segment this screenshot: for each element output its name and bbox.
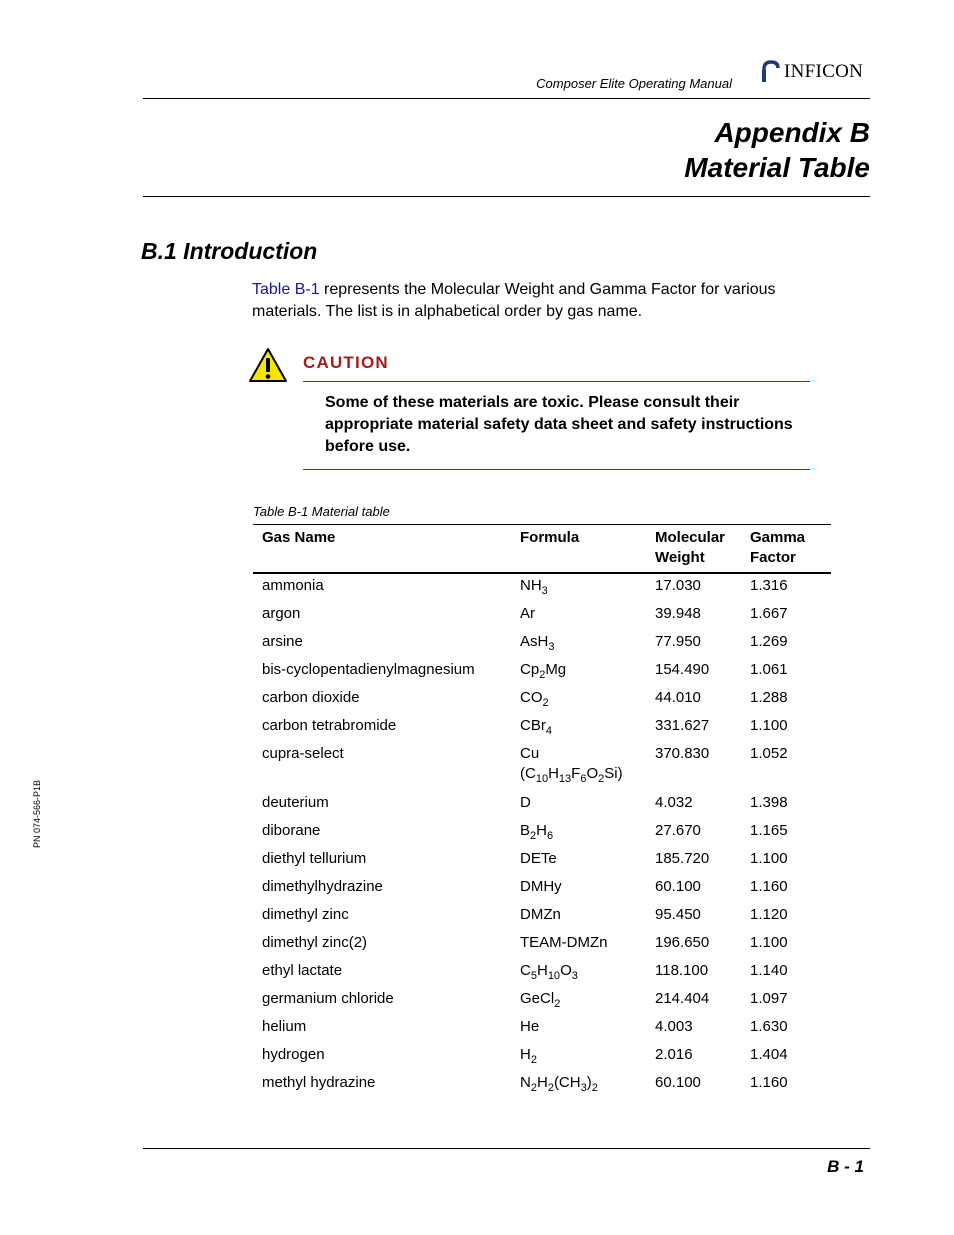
gamma-factor-cell: 1.165 bbox=[750, 822, 788, 839]
manual-title: Composer Elite Operating Manual bbox=[536, 76, 732, 91]
formula-part: H bbox=[536, 822, 547, 839]
gamma-factor-cell: 1.269 bbox=[750, 633, 788, 650]
table-row bbox=[253, 1045, 831, 1073]
table-body bbox=[253, 576, 831, 1101]
formula-part: O bbox=[586, 765, 599, 782]
formula-part: O bbox=[560, 962, 572, 979]
formula-part: D bbox=[520, 794, 531, 811]
gamma-factor-cell: 1.316 bbox=[750, 577, 788, 594]
table-row bbox=[253, 1073, 831, 1101]
gas-name-cell: deuterium bbox=[262, 794, 329, 811]
formula-part: Ar bbox=[520, 605, 535, 622]
formula-cell bbox=[520, 1073, 598, 1093]
gamma-factor-cell: 1.288 bbox=[750, 689, 788, 706]
gamma-factor-cell: 1.061 bbox=[750, 661, 788, 678]
gas-name-cell: ethyl lactate bbox=[262, 962, 343, 979]
formula-part: Cu bbox=[520, 745, 540, 762]
gamma-factor-cell: 1.630 bbox=[750, 1018, 788, 1035]
formula-part: H bbox=[536, 1074, 548, 1091]
formula-cell bbox=[520, 905, 561, 925]
gamma-factor-cell: 1.097 bbox=[750, 990, 788, 1007]
formula-cell bbox=[520, 1017, 539, 1037]
gas-name-cell: carbon dioxide bbox=[262, 689, 360, 706]
formula-cell bbox=[520, 716, 552, 736]
intro-paragraph bbox=[252, 279, 832, 323]
molecular-weight-cell: 4.032 bbox=[655, 794, 693, 811]
formula-subscript: 4 bbox=[545, 725, 552, 737]
formula-cell bbox=[520, 688, 549, 708]
molecular-weight-cell: 17.030 bbox=[655, 577, 701, 594]
table-row bbox=[253, 716, 831, 744]
formula-subscript: 3 bbox=[571, 970, 578, 982]
molecular-weight-cell: 60.100 bbox=[655, 1074, 701, 1091]
formula-part: H bbox=[536, 962, 548, 979]
molecular-weight-cell: 154.490 bbox=[655, 661, 710, 678]
formula-cell bbox=[520, 660, 566, 680]
table-caption: Table B-1 Material table bbox=[253, 504, 390, 519]
formula-subscript: 10 bbox=[547, 970, 561, 982]
table-row bbox=[253, 849, 831, 877]
gamma-factor-cell: 1.404 bbox=[750, 1046, 788, 1063]
molecular-weight-cell: 4.003 bbox=[655, 1018, 693, 1035]
table-row bbox=[253, 961, 831, 989]
formula-cell bbox=[520, 961, 578, 981]
formula-subscript: 2 bbox=[554, 998, 561, 1010]
formula-part: DMZn bbox=[520, 906, 561, 923]
formula-subscript: 6 bbox=[546, 830, 554, 842]
gamma-factor-cell: 1.160 bbox=[750, 878, 788, 895]
formula-subscript: 2 bbox=[530, 1082, 537, 1094]
warning-triangle-icon bbox=[248, 347, 288, 383]
formula-subscript: 13 bbox=[558, 773, 572, 785]
caution-bottom-rule bbox=[303, 469, 810, 470]
formula-cell bbox=[520, 793, 531, 813]
gamma-factor-cell: 1.667 bbox=[750, 605, 788, 622]
table-row bbox=[253, 632, 831, 660]
formula-part: Si) bbox=[604, 765, 623, 782]
table-row bbox=[253, 905, 831, 933]
formula-part: Mg bbox=[545, 661, 567, 678]
table-top-rule bbox=[253, 524, 831, 525]
gas-name-cell: dimethylhydrazine bbox=[262, 878, 383, 895]
molecular-weight-cell: 77.950 bbox=[655, 633, 701, 650]
formula-cell bbox=[520, 604, 535, 624]
molecular-weight-cell: 44.010 bbox=[655, 689, 701, 706]
header-gas-name: Gas Name bbox=[262, 529, 336, 546]
gamma-factor-cell: 1.100 bbox=[750, 934, 788, 951]
gas-name-cell: bis-cyclopentadienylmagnesium bbox=[262, 661, 475, 678]
table-row bbox=[253, 1017, 831, 1045]
header-gamma-factor: Gamma Factor bbox=[750, 529, 806, 566]
table-row bbox=[253, 604, 831, 632]
formula-part: C bbox=[520, 962, 531, 979]
gamma-factor-cell: 1.120 bbox=[750, 906, 788, 923]
formula-subscript: 5 bbox=[530, 970, 537, 982]
formula-subscript: 2 bbox=[542, 697, 549, 709]
gamma-factor-cell: 1.052 bbox=[750, 745, 788, 762]
formula-subscript: 3 bbox=[541, 585, 548, 597]
gas-name-cell: arsine bbox=[262, 633, 303, 650]
logo-mark-icon bbox=[760, 59, 782, 83]
formula-subscript: 10 bbox=[535, 773, 549, 785]
molecular-weight-cell: 331.627 bbox=[655, 717, 710, 734]
logo-text: INFICON bbox=[784, 61, 864, 82]
table-row bbox=[253, 933, 831, 961]
formula-subscript: 2 bbox=[530, 830, 537, 842]
molecular-weight-cell: 196.650 bbox=[655, 934, 710, 951]
formula-part: ) bbox=[586, 1074, 592, 1091]
formula-part: AsH bbox=[520, 633, 549, 650]
chapter-title-line1: Appendix B bbox=[714, 117, 870, 148]
formula-part: NH bbox=[520, 577, 542, 594]
molecular-weight-cell: 95.450 bbox=[655, 906, 701, 923]
footer-divider bbox=[143, 1148, 870, 1149]
gamma-factor-cell: 1.398 bbox=[750, 794, 788, 811]
formula-subscript: 3 bbox=[580, 1082, 587, 1094]
page-number: B - 1 bbox=[827, 1157, 864, 1176]
gas-name-cell: diborane bbox=[262, 822, 321, 839]
header-molecular-weight: Molecular Weight bbox=[655, 529, 726, 566]
inficon-logo bbox=[760, 59, 872, 83]
table-row bbox=[253, 989, 831, 1017]
molecular-weight-cell: 2.016 bbox=[655, 1046, 693, 1063]
formula-part: He bbox=[520, 1018, 540, 1035]
molecular-weight-cell: 118.100 bbox=[655, 962, 709, 979]
formula-subscript: 6 bbox=[580, 773, 587, 785]
gamma-factor-cell: 1.160 bbox=[750, 1074, 788, 1091]
caution-label: CAUTION bbox=[303, 353, 389, 372]
formula-cell bbox=[520, 849, 557, 869]
table-b1-link[interactable]: Table B-1 bbox=[252, 281, 320, 298]
header-formula: Formula bbox=[520, 529, 580, 546]
molecular-weight-cell: 185.720 bbox=[655, 850, 710, 867]
gas-name-cell: hydrogen bbox=[262, 1046, 325, 1063]
formula-part: H bbox=[520, 1046, 531, 1063]
formula-part: B bbox=[520, 822, 531, 839]
formula-part: (C bbox=[520, 765, 536, 782]
formula-subscript: 2 bbox=[539, 669, 546, 681]
gas-name-cell: ammonia bbox=[262, 577, 324, 594]
formula-part: (CH bbox=[553, 1074, 581, 1091]
formula-subscript: 2 bbox=[547, 1082, 554, 1094]
gas-name-cell: cupra-select bbox=[262, 745, 344, 762]
formula-cell bbox=[520, 933, 608, 953]
gamma-factor-cell: 1.100 bbox=[750, 850, 788, 867]
table-row bbox=[253, 688, 831, 716]
formula-subscript: 3 bbox=[548, 641, 555, 653]
part-number: PN 074-566-P1B bbox=[32, 779, 42, 848]
table-row bbox=[253, 877, 831, 905]
formula-part: CO bbox=[520, 689, 543, 706]
formula-subscript: 2 bbox=[530, 1054, 537, 1066]
molecular-weight-cell: 39.948 bbox=[655, 605, 701, 622]
table-row bbox=[253, 744, 831, 793]
gas-name-cell: dimethyl zinc(2) bbox=[262, 934, 368, 951]
formula-part: H bbox=[548, 765, 559, 782]
formula-cell bbox=[520, 1045, 537, 1065]
gas-name-cell: carbon tetrabromide bbox=[262, 717, 397, 734]
gas-name-cell: methyl hydrazine bbox=[262, 1074, 376, 1091]
gas-name-cell: diethyl tellurium bbox=[262, 850, 367, 867]
formula-subscript: 2 bbox=[591, 1082, 598, 1094]
title-divider bbox=[143, 196, 870, 197]
table-row bbox=[253, 660, 831, 688]
gamma-factor-cell: 1.100 bbox=[750, 717, 788, 734]
formula-subscript: 2 bbox=[598, 773, 605, 785]
formula-cell bbox=[520, 632, 554, 652]
molecular-weight-cell: 370.830 bbox=[655, 745, 710, 762]
formula-part: CBr bbox=[520, 717, 546, 734]
formula-part: Cp bbox=[520, 661, 540, 678]
formula-part: DETe bbox=[520, 850, 557, 867]
formula-part: DMHy bbox=[520, 878, 562, 895]
gas-name-cell: helium bbox=[262, 1018, 307, 1035]
chapter-title bbox=[0, 115, 870, 185]
table-row bbox=[253, 793, 831, 821]
formula-cell bbox=[520, 989, 560, 1009]
formula-cell bbox=[520, 744, 623, 784]
header-divider bbox=[143, 98, 870, 99]
formula-part: TEAM-DMZn bbox=[520, 934, 608, 951]
formula-part: GeCl bbox=[520, 990, 555, 1007]
caution-top-rule bbox=[303, 381, 810, 382]
section-heading: B.1 Introduction bbox=[141, 238, 318, 264]
formula-cell bbox=[520, 576, 548, 596]
chapter-title-line2: Material Table bbox=[684, 152, 870, 183]
formula-cell bbox=[520, 877, 562, 897]
molecular-weight-cell: 60.100 bbox=[655, 878, 701, 895]
formula-part: F bbox=[571, 765, 581, 782]
caution-text: Some of these materials are toxic. Please consult their appropriate material safety data sheet and safety instructions before use. bbox=[325, 394, 793, 455]
gas-name-cell: germanium chloride bbox=[262, 990, 394, 1007]
molecular-weight-cell: 27.670 bbox=[655, 822, 701, 839]
formula-cell bbox=[520, 821, 553, 841]
formula-part: N bbox=[520, 1074, 531, 1091]
table-row bbox=[253, 821, 831, 849]
intro-text: represents the Molecular Weight and Gamma Factor for various materials. The list is in alphabetical order by gas name. bbox=[252, 281, 776, 320]
molecular-weight-cell: 214.404 bbox=[655, 990, 710, 1007]
table-header-rule bbox=[253, 572, 831, 574]
table-row bbox=[253, 576, 831, 604]
gas-name-cell: dimethyl zinc bbox=[262, 906, 349, 923]
gamma-factor-cell: 1.140 bbox=[750, 962, 788, 979]
gas-name-cell: argon bbox=[262, 605, 301, 622]
